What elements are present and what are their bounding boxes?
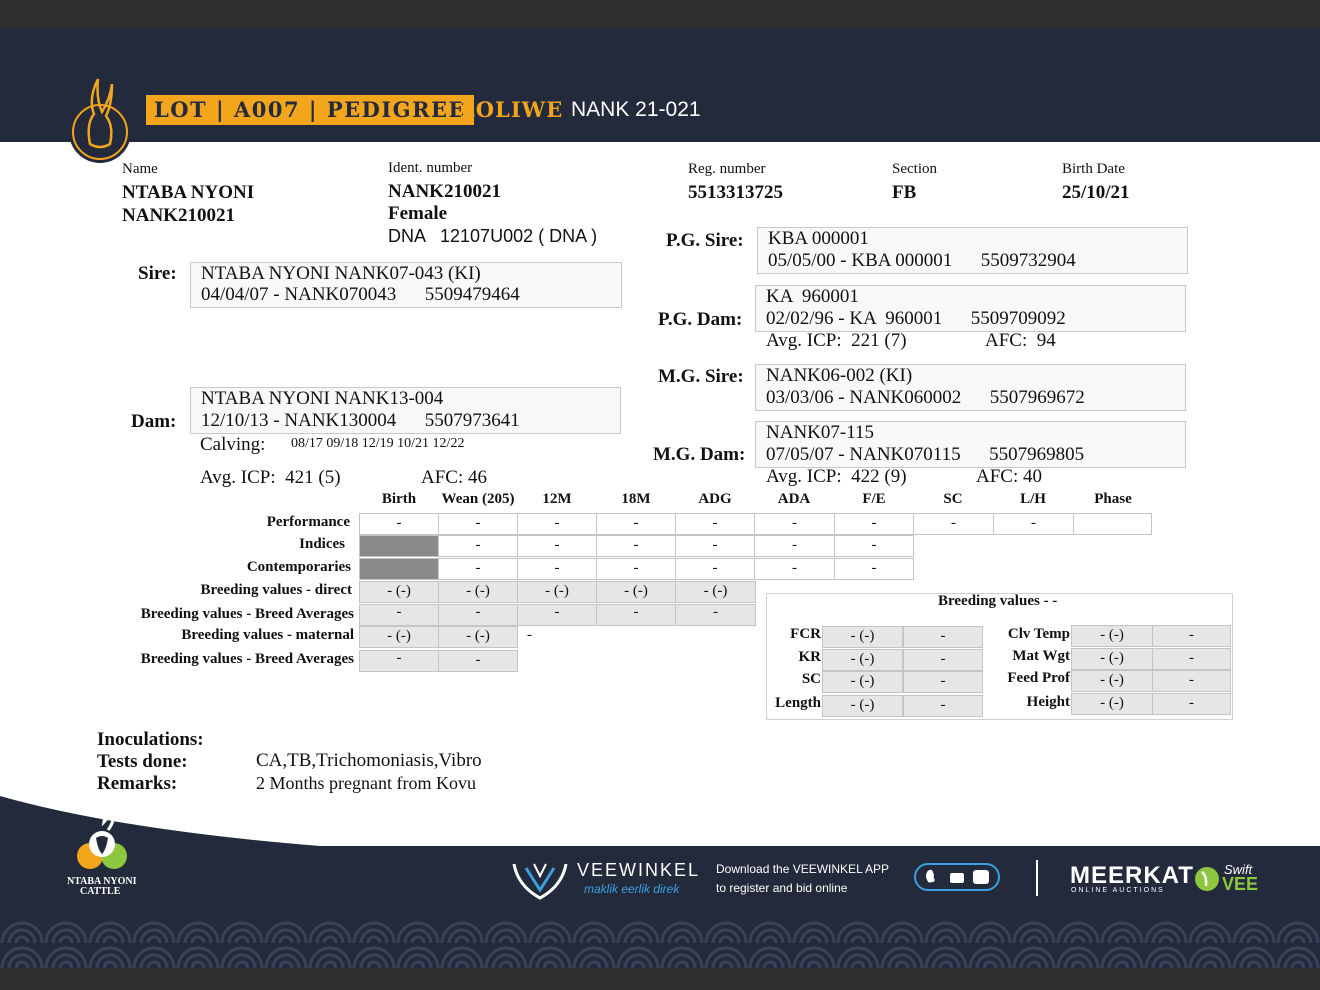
veewinkel-title: VEEWINKEL (577, 860, 701, 880)
mg-sire-box (755, 364, 1186, 411)
pg-dam-line2: 02/02/96 - KA 960001 5509709092 (766, 308, 1066, 329)
pg-dam-box (755, 285, 1186, 332)
veewinkel-sub: maklik eerlik direk (584, 882, 680, 896)
mg-dam-label: M.G. Dam: (653, 444, 746, 465)
lot-title: LOT | A007 | PEDIGREE (146, 95, 474, 125)
bv-left-avg-fcr: - (903, 626, 983, 648)
pg-dam-afc: AFC: 94 (985, 330, 1056, 351)
contemp-cell-fe: - (834, 558, 914, 580)
dam-icp: Avg. ICP: 421 (5) (200, 467, 341, 488)
bv-right-value-clv-temp: - (-) (1071, 625, 1153, 647)
bv-right-label-feed-prof: Feed Prof (1007, 670, 1070, 686)
col-header-adg: ADG (698, 491, 732, 507)
bv-direct-cell-12m: - (-) (517, 581, 597, 603)
perf-cell-18m: - (596, 513, 676, 535)
app-platform-icons (916, 865, 998, 889)
bv-left-label-fcr: FCR (790, 626, 821, 642)
bv-maternal-cell-wean: - (-) (438, 626, 518, 648)
pg-dam-line1: KA 960001 (766, 286, 859, 307)
birth-label: Birth Date (1062, 161, 1125, 177)
bv-direct-cell-18m: - (-) (596, 581, 676, 603)
bv-left-label-kr: KR (798, 649, 821, 665)
mg-sire-line1: NANK06-002 (KI) (766, 365, 913, 386)
sire-line2: 04/04/07 - NANK070043 5509479464 (201, 284, 520, 305)
dam-line2: 12/10/13 - NANK130004 5507973641 (201, 410, 520, 431)
section-label: Section (892, 161, 937, 177)
contemp-cell-ada: - (754, 558, 835, 580)
pg-dam-label: P.G. Dam: (658, 309, 743, 330)
col-header-birth: Birth (381, 491, 417, 507)
remarks-label: Remarks: (97, 773, 178, 794)
perf-cell-phase (1073, 513, 1152, 535)
birth-value: 25/10/21 (1062, 182, 1130, 203)
bv-direct-cell-wean: - (-) (438, 581, 518, 603)
ident-label: Ident. number (388, 160, 473, 176)
bv-right-avg-mat-wgt: - (1152, 648, 1231, 670)
bv-direct-avg-cell-adg: - (675, 604, 756, 626)
android-icon (950, 873, 964, 883)
section-value: FB (892, 182, 917, 203)
contemp-cell-wean: - (438, 558, 518, 580)
ident-value: NANK210021 (388, 181, 501, 202)
bv-left-value-sc: - (-) (822, 671, 903, 693)
row-label-bv-maternal-avg: Breeding values - Breed Averages (140, 651, 354, 667)
bottom-strip (0, 968, 1320, 990)
row-label-bv-maternal: Breeding values - maternal (181, 627, 354, 643)
veewinkel-logo-icon (512, 858, 568, 902)
indices-cell-birth (359, 535, 439, 557)
contemp-cell-birth (359, 558, 439, 580)
bv-direct-avg-cell-18m: - (596, 604, 676, 626)
antelope-logo-icon (68, 74, 132, 164)
name-label: Name (122, 161, 158, 177)
dam-calving-label: Calving: (200, 434, 266, 455)
bv-direct-cell-birth: - (-) (359, 581, 439, 603)
download-line2: to register and bid online (716, 881, 848, 895)
bv-left-value-length: - (-) (822, 695, 903, 717)
contemp-cell-12m: - (517, 558, 597, 580)
perf-cell-ada: - (754, 513, 835, 535)
indices-cell-adg: - (675, 535, 755, 557)
bv-left-value-fcr: - (-) (822, 626, 903, 648)
col-header-ada: ADA (777, 491, 811, 507)
dam-afc: AFC: 46 (421, 467, 487, 488)
bv-maternal-avg-cell-wean: - (438, 650, 518, 672)
meerkat-logo: MEERKAT (1070, 862, 1194, 889)
bv-left-label-sc: SC (801, 671, 821, 687)
perf-cell-wean: - (438, 513, 518, 535)
mg-dam-box (755, 421, 1186, 468)
pg-dam-icp: Avg. ICP: 221 (7) (766, 330, 907, 351)
bv-right-value-height: - (-) (1071, 693, 1153, 715)
pg-sire-box (757, 227, 1188, 274)
perf-cell-adg: - (675, 513, 755, 535)
pg-sire-line2: 05/05/00 - KBA 000001 5509732904 (768, 250, 1076, 271)
perf-cell-fe: - (834, 513, 914, 535)
apple-icon (926, 870, 935, 883)
bv-right-value-mat-wgt: - (-) (1071, 648, 1153, 670)
bv-right-avg-height: - (1152, 693, 1231, 715)
inoculations-label: Inoculations: (97, 729, 204, 750)
sire-box (190, 262, 622, 308)
mg-dam-afc: AFC: 40 (976, 466, 1042, 487)
mg-sire-label: M.G. Sire: (658, 366, 744, 387)
pg-sire-label: P.G. Sire: (666, 230, 744, 251)
download-line1: Download the VEEWINKEL APP (716, 862, 889, 876)
col-header-12m: 12M (542, 491, 572, 507)
animal-title-name: LOLIWE (460, 97, 564, 122)
bv-right-label-height: Height (1026, 694, 1070, 710)
pg-sire-line1: KBA 000001 (768, 228, 869, 249)
bv-right-label-mat-wgt: Mat Wgt (1012, 648, 1070, 664)
row-label-bv-direct: Breeding values - direct (200, 582, 352, 598)
dam-label: Dam: (131, 411, 177, 432)
row-label-contemporaries: Contemporaries (246, 559, 351, 575)
bv-direct-avg-cell-birth: - (359, 604, 439, 626)
bv-direct-avg-cell-wean: - (438, 604, 518, 626)
ntaba-nyoni-emblem-icon (70, 796, 136, 874)
mg-dam-line1: NANK07-115 (766, 422, 875, 443)
name-line2: NANK210021 (122, 205, 235, 226)
top-strip (0, 0, 1320, 28)
col-header-sc: SC (943, 491, 963, 507)
bv-right-avg-clv-temp: - (1152, 625, 1231, 647)
meerkat-sub: ONLINE AUCTIONS (1071, 887, 1165, 894)
contemp-cell-adg: - (675, 558, 755, 580)
indices-cell-12m: - (517, 535, 597, 557)
bv-left-label-length: Length (775, 695, 821, 711)
mg-sire-line2: 03/03/06 - NANK060002 5507969672 (766, 387, 1085, 408)
reg-label: Reg. number (688, 161, 766, 177)
wave-pattern-icon (0, 918, 1320, 968)
indices-cell-18m: - (596, 535, 676, 557)
sex-value: Female (388, 203, 448, 224)
mg-dam-line2: 07/05/07 - NANK070115 5507969805 (766, 444, 1085, 465)
dna-value: DNA 12107U002 ( DNA ) (388, 226, 598, 246)
col-header-phase: Phase (1094, 491, 1132, 507)
app-store-badges[interactable] (914, 863, 1000, 891)
bv-left-avg-kr: - (903, 649, 983, 671)
bv-maternal-avg-cell-birth: - (359, 650, 439, 672)
footer-divider (1036, 860, 1038, 896)
perf-cell-12m: - (517, 513, 597, 535)
indices-cell-ada: - (754, 535, 835, 557)
col-header-lh: L/H (1020, 491, 1046, 507)
bv-left-avg-sc: - (903, 671, 983, 693)
tests-value: CA,TB,Trichomoniasis,Vibro (256, 750, 482, 771)
contemp-cell-18m: - (596, 558, 676, 580)
bv-right-avg-feed-prof: - (1152, 670, 1231, 692)
bv-direct-avg-cell-12m: - (517, 604, 597, 626)
breeding-values-title: Breeding values - - (938, 593, 1058, 609)
brand-line1: NTABA NYONI (67, 876, 137, 887)
bv-maternal-extra: - (527, 627, 532, 643)
col-header-wean: Wean (205) (441, 491, 515, 507)
row-label-performance: Performance (266, 514, 350, 530)
perf-cell-birth: - (359, 513, 439, 535)
indices-cell-wean: - (438, 535, 518, 557)
col-header-18m: 18M (621, 491, 651, 507)
bv-right-label-clv-temp: Clv Temp (1007, 626, 1070, 642)
huawei-icon (973, 870, 989, 884)
bv-direct-cell-adg: - (-) (675, 581, 756, 603)
indices-cell-fe: - (834, 535, 914, 557)
remarks-value: 2 Months pregnant from Kovu (256, 773, 476, 793)
bv-maternal-cell-birth: - (-) (359, 626, 439, 648)
bv-right-value-feed-prof: - (-) (1071, 670, 1153, 692)
bv-left-avg-length: - (903, 695, 983, 717)
name-line1: NTABA NYONI (122, 182, 255, 203)
swift-line2: VEE (1222, 874, 1259, 894)
reg-value: 5513313725 (688, 182, 783, 203)
mg-dam-icp: Avg. ICP: 422 (9) (766, 466, 907, 487)
row-label-bv-direct-avg: Breeding values - Breed Averages (140, 606, 354, 622)
dam-line1: NTABA NYONI NANK13-004 (201, 388, 444, 409)
row-label-indices: Indices (299, 536, 345, 552)
perf-cell-sc: - (913, 513, 994, 535)
dam-calving-value: 08/17 09/18 12/19 10/21 12/22 (291, 436, 465, 451)
animal-title-id: NANK 21-021 (571, 98, 701, 121)
sire-label: Sire: (138, 263, 177, 284)
dam-box (190, 387, 621, 434)
sire-line1: NTABA NYONI NANK07-043 (KI) (201, 263, 481, 284)
brand-line2: CATTLE (80, 886, 121, 897)
footer-pattern (0, 918, 1320, 968)
col-header-fe: F/E (862, 491, 886, 507)
swift-line1: Swift (1224, 862, 1253, 877)
footer-wave (0, 790, 1320, 850)
perf-cell-lh: - (993, 513, 1074, 535)
swift-vee-logo-icon (1194, 866, 1220, 892)
bv-left-value-kr: - (-) (822, 649, 903, 671)
tests-label: Tests done: (97, 751, 188, 772)
